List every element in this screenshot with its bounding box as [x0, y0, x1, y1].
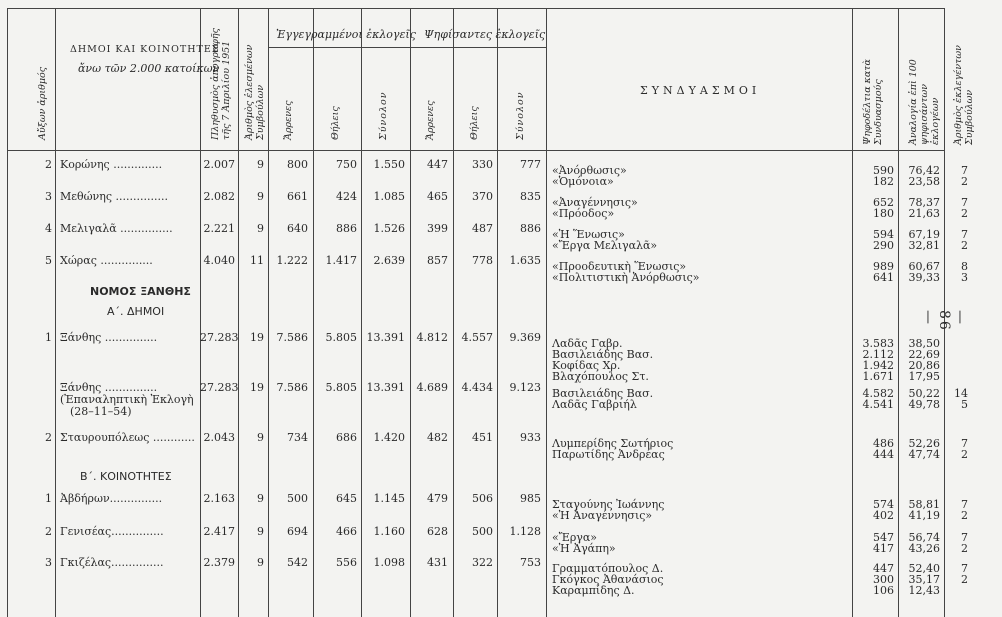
coalition-percent: 12,43 — [908, 584, 940, 597]
coalition-name: Σταγούνης Ἰωάννης — [552, 498, 665, 511]
cell-no: 1 — [45, 492, 52, 505]
cell-no: 2 — [45, 431, 52, 444]
coalition-name: «Ἡ Ἕνωσις» — [552, 228, 625, 241]
cell-rt: 1.145 — [373, 492, 405, 505]
rule — [268, 47, 410, 48]
cell-rt: 1.550 — [373, 158, 405, 171]
coalition-votes: 1.942 — [862, 359, 894, 372]
cell-pop: 27.283 — [200, 381, 239, 394]
coalition-name: Λυμπερίδης Σωτήριος — [552, 437, 674, 450]
cell-vw: 500 — [472, 525, 493, 538]
header-vot-total: Σύνολον — [515, 91, 526, 140]
cell-vw: 370 — [472, 190, 493, 203]
coalition-percent: 20,86 — [908, 359, 940, 372]
cell-rm: 800 — [287, 158, 308, 171]
header-vot-men: Ἄρρενες — [425, 100, 436, 140]
cell-no: 2 — [45, 525, 52, 538]
coalition-percent: 67,19 — [908, 228, 940, 241]
coalition-votes: 180 — [873, 207, 894, 220]
rule — [410, 47, 546, 48]
cell-seats: 9 — [257, 158, 264, 171]
cell-vw: 778 — [472, 254, 493, 267]
header-reg-men: Ἄρρενες — [283, 100, 294, 140]
coalition-name: Παρωτίδης Ἀνδρέας — [552, 448, 665, 461]
coalition-percent: 50,22 — [908, 387, 940, 400]
header-elected: Ἀριθμὸς ἐκλεγέντων Συμβούλων — [953, 45, 975, 145]
cell-pop: 2.417 — [203, 525, 235, 538]
coalition-votes: 3.583 — [862, 337, 894, 350]
coalition-percent: 52,40 — [908, 562, 940, 575]
coalition-name: «Ἡ Ἀγάπη» — [552, 542, 616, 555]
cell-name: Μεθώνης ............... — [60, 190, 168, 203]
cell-rt: 2.639 — [373, 254, 405, 267]
coalition-elected: 2 — [961, 509, 968, 522]
coalition-votes: 1.671 — [862, 370, 894, 383]
coalition-percent: 58,81 — [908, 498, 940, 511]
header-council: Ἀριθμὸς ἑλεσμένων Συμβούλων — [244, 44, 266, 140]
coalition-elected: 2 — [961, 239, 968, 252]
cell-name: Ξάνθης ............... — [60, 381, 158, 394]
coalition-percent: 78,37 — [908, 196, 940, 209]
header-municipalities: ΔΗΜΟΙ ΚΑΙ ΚΟΙΝΟΤΗΤΕΣ — [70, 44, 220, 55]
cell-vw: 451 — [472, 431, 493, 444]
cell-pop: 2.082 — [203, 190, 235, 203]
cell-rw: 1.417 — [325, 254, 357, 267]
cell-name: Γκιζέλας............... — [60, 556, 164, 569]
coalition-percent: 21,63 — [908, 207, 940, 220]
cell-seats: 9 — [257, 431, 264, 444]
coalition-elected: 7 — [961, 498, 968, 511]
cell-name: Ἀβδήρων............... — [60, 492, 163, 505]
coalition-votes: 4.582 — [862, 387, 894, 400]
cell-vt: 1.635 — [509, 254, 541, 267]
coalition-votes: 590 — [873, 164, 894, 177]
coalition-elected: 2 — [961, 175, 968, 188]
cell-rt: 1.420 — [373, 431, 405, 444]
cell-rm: 661 — [287, 190, 308, 203]
coalition-name: Βασιλειάδης Βασ. — [552, 348, 654, 361]
cell-vw: 330 — [472, 158, 493, 171]
cell-no: 3 — [45, 556, 52, 569]
coalition-elected: 2 — [961, 573, 968, 586]
cell-name-note: (Ἐπαναληπτικὴ Ἐκλογὴ — [60, 393, 194, 406]
cell-vm: 4.812 — [416, 331, 448, 344]
coalition-name: «Ἔργα Μελιγαλᾶ» — [552, 239, 658, 252]
cell-vt: 777 — [520, 158, 541, 171]
cell-seats: 9 — [257, 492, 264, 505]
coalition-votes: 574 — [873, 498, 894, 511]
cell-seats: 11 — [250, 254, 264, 267]
coalition-percent: 39,33 — [908, 271, 940, 284]
coalition-name: «Ἀναγέννησις» — [552, 196, 638, 209]
cell-no: 1 — [45, 331, 52, 344]
coalition-percent: 23,58 — [908, 175, 940, 188]
cell-vw: 4.557 — [461, 331, 493, 344]
cell-rw: 886 — [336, 222, 357, 235]
coalition-votes: 989 — [873, 260, 894, 273]
cell-vm: 479 — [427, 492, 448, 505]
coalition-votes: 417 — [873, 542, 894, 555]
header-votes-per-coalition: Ψηφοδέλτια κατὰ Συνδυασμούς — [862, 59, 884, 145]
cell-seats: 19 — [250, 381, 264, 394]
coalition-percent: 60,67 — [908, 260, 940, 273]
coalition-votes: 106 — [873, 584, 894, 597]
cell-rw: 5.805 — [325, 381, 357, 394]
cell-vt: 9.123 — [509, 381, 541, 394]
cell-vm: 628 — [427, 525, 448, 538]
cell-no: 3 — [45, 190, 52, 203]
rule — [7, 8, 944, 9]
rule — [852, 8, 853, 617]
cell-rt: 1.160 — [373, 525, 405, 538]
coalition-name: «Ἔργα» — [552, 531, 598, 544]
coalition-elected: 7 — [961, 196, 968, 209]
header-municipalities-sub: ἄνω τῶν 2.000 κατοίκων — [78, 62, 220, 75]
cell-pop: 2.379 — [203, 556, 235, 569]
cell-vw: 506 — [472, 492, 493, 505]
cell-rt: 13.391 — [366, 381, 405, 394]
cell-seats: 9 — [257, 556, 264, 569]
cell-vw: 4.434 — [461, 381, 493, 394]
coalition-elected: 2 — [961, 448, 968, 461]
rule — [7, 8, 8, 617]
coalition-elected: 7 — [961, 531, 968, 544]
cell-pop: 27.283 — [200, 331, 239, 344]
coalition-elected: 7 — [961, 437, 968, 450]
coalition-votes: 547 — [873, 531, 894, 544]
coalition-name: «Ἀνόρθωσις» — [552, 164, 627, 177]
cell-rw: 5.805 — [325, 331, 357, 344]
coalition-name: Βλαχόπουλος Στ. — [552, 370, 649, 383]
cell-rt: 1.098 — [373, 556, 405, 569]
header-population: Πληθυσμὸς ἀπογραφῆς τῆς 7 Ἀπριλίου 1951 — [210, 28, 232, 140]
cell-no: 5 — [45, 254, 52, 267]
coalition-percent: 76,42 — [908, 164, 940, 177]
coalition-votes: 652 — [873, 196, 894, 209]
coalition-votes: 4.541 — [862, 398, 894, 411]
coalition-name: Γκόγκος Ἀθανάσιος — [552, 573, 664, 586]
cell-vt: 933 — [520, 431, 541, 444]
cell-rm: 500 — [287, 492, 308, 505]
cell-name: Κορώνης .............. — [60, 158, 163, 171]
cell-vt: 886 — [520, 222, 541, 235]
rule — [898, 8, 899, 617]
section-demoi: Α΄. ΔΗΜΟΙ — [107, 305, 165, 318]
cell-name: Ξάνθης ............... — [60, 331, 158, 344]
cell-pop: 2.043 — [203, 431, 235, 444]
cell-seats: 9 — [257, 525, 264, 538]
coalition-name: «Ὁμόνοια» — [552, 175, 614, 188]
rule — [546, 8, 547, 617]
coalition-elected: 7 — [961, 228, 968, 241]
cell-vm: 431 — [427, 556, 448, 569]
cell-vt: 753 — [520, 556, 541, 569]
coalition-percent: 17,95 — [908, 370, 940, 383]
coalition-percent: 52,26 — [908, 437, 940, 450]
cell-name: Σταυρουπόλεως ............ — [60, 431, 195, 444]
coalition-elected: 7 — [961, 562, 968, 575]
coalition-votes: 300 — [873, 573, 894, 586]
cell-pop: 2.221 — [203, 222, 235, 235]
coalition-elected: 14 — [954, 387, 968, 400]
header-coalitions: ΣΥΝΔΥΑΣΜΟΙ — [640, 84, 761, 97]
cell-rw: 645 — [336, 492, 357, 505]
coalition-name: «Προοδευτικὴ Ἕνωσις» — [552, 260, 687, 273]
cell-name-date: (28–11–54) — [70, 405, 132, 418]
cell-name: Μελιγαλᾶ ............... — [60, 222, 173, 235]
coalition-name: Λαδᾶς Γαβριήλ — [552, 398, 637, 411]
cell-vm: 447 — [427, 158, 448, 171]
coalition-elected: 8 — [961, 260, 968, 273]
cell-rm: 7.586 — [276, 381, 308, 394]
cell-rm: 640 — [287, 222, 308, 235]
cell-rm: 734 — [287, 431, 308, 444]
section-koinotites: Β΄. ΚΟΙΝΟΤΗΤΕΣ — [80, 470, 172, 483]
coalition-name: «Πρόοδος» — [552, 207, 615, 220]
coalition-votes: 182 — [873, 175, 894, 188]
cell-rt: 1.526 — [373, 222, 405, 235]
coalition-percent: 43,26 — [908, 542, 940, 555]
cell-vw: 487 — [472, 222, 493, 235]
cell-rm: 694 — [287, 525, 308, 538]
page-number: — 86 — — [920, 310, 968, 332]
coalition-votes: 594 — [873, 228, 894, 241]
coalition-name: «Πολιτιστικὴ Ἀνόρθωσις» — [552, 271, 700, 284]
coalition-name: Κοφίδας Χρ. — [552, 359, 621, 372]
header-registered: Ἐγγεγραμμένοι ἐκλογεῖς — [276, 28, 416, 41]
coalition-percent: 32,81 — [908, 239, 940, 252]
header-vot-women: Θήλεις — [469, 106, 480, 140]
rule — [55, 8, 56, 617]
cell-no: 2 — [45, 158, 52, 171]
coalition-elected: 5 — [961, 398, 968, 411]
cell-seats: 19 — [250, 331, 264, 344]
coalition-votes: 641 — [873, 271, 894, 284]
header-reg-women: Θήλεις — [330, 106, 341, 140]
coalition-percent: 41,19 — [908, 509, 940, 522]
cell-seats: 9 — [257, 190, 264, 203]
coalition-elected: 2 — [961, 542, 968, 555]
cell-rm: 1.222 — [276, 254, 308, 267]
header-reg-total: Σύνολον — [378, 91, 389, 140]
header-voted: Ψηφίσαντες ἐκλογεῖς — [424, 28, 546, 41]
coalition-votes: 290 — [873, 239, 894, 252]
cell-vm: 4.689 — [416, 381, 448, 394]
coalition-name: Λαδᾶς Γαβρ. — [552, 337, 623, 350]
cell-name: Γενισέας............... — [60, 525, 164, 538]
cell-pop: 2.163 — [203, 492, 235, 505]
coalition-name: Βασιλειάδης Βασ. — [552, 387, 654, 400]
coalition-name: Γραμματόπουλος Δ. — [552, 562, 664, 575]
cell-vt: 9.369 — [509, 331, 541, 344]
coalition-votes: 444 — [873, 448, 894, 461]
coalition-votes: 447 — [873, 562, 894, 575]
coalition-elected: 2 — [961, 207, 968, 220]
header-article-no: Αὔξων ἀριθμός — [37, 66, 48, 140]
cell-pop: 2.007 — [203, 158, 235, 171]
cell-rt: 1.085 — [373, 190, 405, 203]
section-xanthi: ΝΟΜΟΣ ΞΑΝΘΗΣ — [90, 285, 191, 298]
coalition-percent: 35,17 — [908, 573, 940, 586]
cell-rw: 750 — [336, 158, 357, 171]
cell-vt: 985 — [520, 492, 541, 505]
cell-vm: 482 — [427, 431, 448, 444]
rule — [7, 150, 944, 151]
cell-rw: 556 — [336, 556, 357, 569]
coalition-percent: 47,74 — [908, 448, 940, 461]
coalition-name: «Ἡ Ἀναγέννησις» — [552, 509, 653, 522]
coalition-elected: 3 — [961, 271, 968, 284]
cell-rw: 466 — [336, 525, 357, 538]
cell-pop: 4.040 — [203, 254, 235, 267]
coalition-percent: 56,74 — [908, 531, 940, 544]
cell-vt: 835 — [520, 190, 541, 203]
cell-rw: 686 — [336, 431, 357, 444]
cell-seats: 9 — [257, 222, 264, 235]
coalition-percent: 38,50 — [908, 337, 940, 350]
coalition-votes: 486 — [873, 437, 894, 450]
header-percent: Ἀναλογία ἐπὶ 100 ψηφισάντων ἐκλογέων — [908, 59, 941, 145]
cell-name: Χώρας ............... — [60, 254, 153, 267]
cell-vw: 322 — [472, 556, 493, 569]
cell-rw: 424 — [336, 190, 357, 203]
cell-no: 4 — [45, 222, 52, 235]
cell-rm: 542 — [287, 556, 308, 569]
cell-vm: 465 — [427, 190, 448, 203]
cell-vm: 399 — [427, 222, 448, 235]
coalition-votes: 2.112 — [862, 348, 894, 361]
coalition-elected: 7 — [961, 164, 968, 177]
coalition-percent: 22,69 — [908, 348, 940, 361]
coalition-name: Καραμπίδης Δ. — [552, 584, 635, 597]
cell-rm: 7.586 — [276, 331, 308, 344]
cell-vt: 1.128 — [509, 525, 541, 538]
coalition-votes: 402 — [873, 509, 894, 522]
cell-vm: 857 — [427, 254, 448, 267]
cell-rt: 13.391 — [366, 331, 405, 344]
coalition-percent: 49,78 — [908, 398, 940, 411]
